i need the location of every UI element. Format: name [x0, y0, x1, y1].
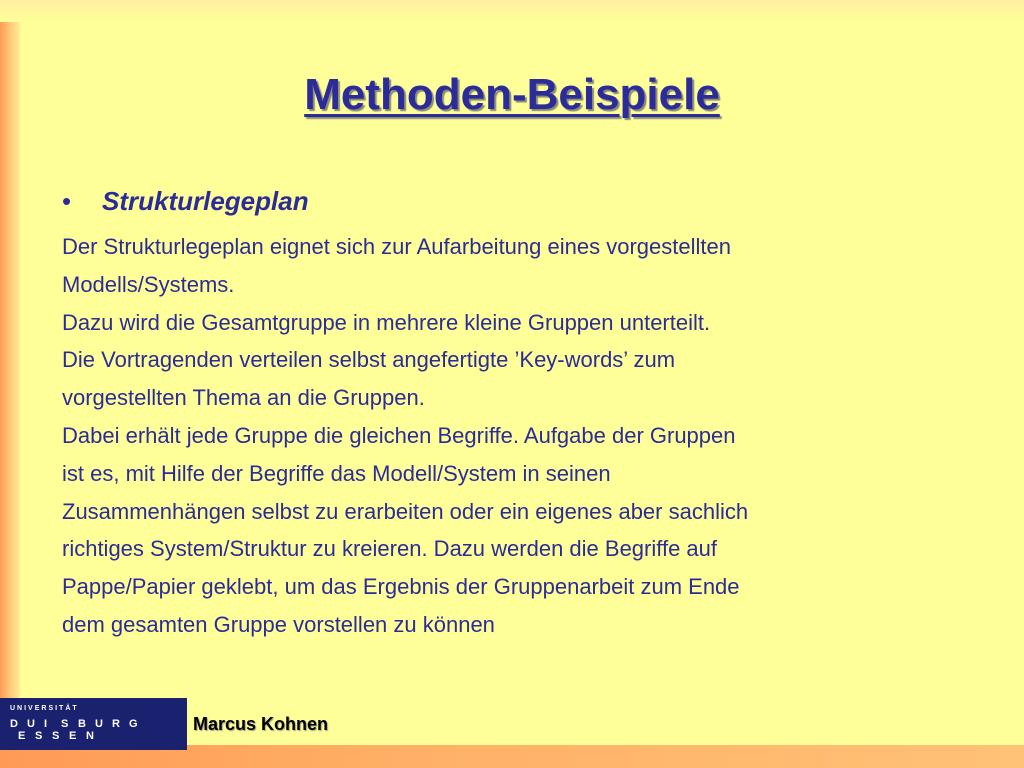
- logo-letter: E: [18, 730, 26, 742]
- logo-letter: U: [95, 718, 103, 730]
- bullet-label: Strukturlegeplan: [102, 186, 309, 216]
- logo-letter: S: [52, 730, 60, 742]
- body-line: ist es, mit Hilfe der Begriffe das Modell/System in seinen: [62, 460, 611, 486]
- top-band: [0, 0, 1024, 22]
- body-line: Dazu wird die Gesamtgruppe in mehrere kleine Gruppen unterteilt.: [62, 309, 711, 335]
- author-name: Marcus Kohnen: [193, 714, 329, 734]
- body-line: Pappe/Papier geklebt, um das Ergebnis der Gruppenarbeit zum Ende: [62, 574, 740, 600]
- slide-title: Methoden-Beispiele: [304, 70, 720, 119]
- logo-letter: S: [61, 718, 69, 730]
- logo-letter: R: [112, 718, 120, 730]
- university-logo: [0, 698, 187, 750]
- logo-duisburg-text: [10, 718, 146, 730]
- body-line: dem gesamten Gruppe vorstellen zu können: [62, 611, 495, 637]
- logo-letter: D: [10, 718, 18, 730]
- body-line: Zusammenhängen selbst zu erarbeiten oder ein eigenes aber sachlich: [62, 498, 749, 524]
- logo-letter: N: [86, 730, 94, 742]
- body-line: Modells/Systems.: [62, 271, 235, 297]
- bullet-item: [62, 186, 309, 217]
- logo-letter: B: [78, 718, 86, 730]
- body-line: vorgestellten Thema an die Gruppen.: [62, 385, 425, 411]
- body-text: [62, 228, 962, 644]
- body-line: Der Strukturlegeplan eignet sich zur Aufarbeitung eines vorgestellten: [62, 234, 731, 259]
- body-line: Die Vortragenden verteilen selbst angefertigte ’Key-words’ zum: [62, 347, 676, 373]
- logo-letter: U: [27, 718, 35, 730]
- logo-universitaet-text: UNIVERSITÄT: [10, 705, 79, 712]
- body-line: richtiges System/Struktur zu kreieren. Dazu werden die Begriffe auf: [62, 536, 718, 562]
- logo-essen-text: [18, 730, 103, 742]
- logo-letter: S: [35, 730, 43, 742]
- bullet-icon: •: [62, 186, 72, 216]
- body-line: Dabei erhält jede Gruppe die gleichen Begriffe. Aufgabe der Gruppen: [62, 422, 736, 448]
- logo-letter: I: [44, 718, 48, 730]
- logo-letter: G: [129, 718, 138, 730]
- logo-letter: E: [69, 730, 77, 742]
